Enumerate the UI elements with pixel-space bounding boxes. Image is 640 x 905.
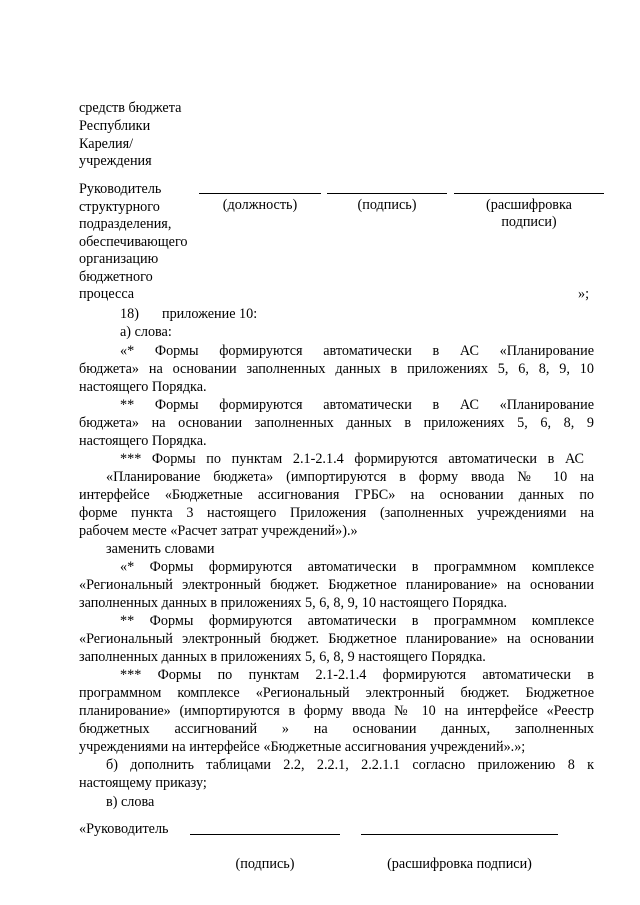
position-underline bbox=[199, 193, 321, 194]
bottom-signature-underline bbox=[190, 834, 340, 835]
decode-caption: подписи) bbox=[501, 214, 557, 230]
head-label-line: процесса bbox=[79, 286, 135, 302]
header-line: учреждения bbox=[79, 153, 152, 169]
decode-underline bbox=[454, 193, 604, 194]
signature-underline bbox=[327, 193, 447, 194]
old-text-line: бюджета» на основании заполненных данных в приложениях 5, 6, 8, 9 bbox=[79, 415, 594, 431]
header-line: Карелия/ bbox=[79, 136, 134, 152]
decode-caption: (расшифровка bbox=[486, 197, 572, 213]
old-text-line: форме пункта 3 настоящего Приложения (заполненных учреждениями на bbox=[79, 505, 594, 521]
header-line: Республики bbox=[79, 118, 151, 134]
bottom-signature-caption: (подпись) bbox=[235, 856, 295, 872]
new-text-line: ** Формы формируются автоматически в программном комплексе bbox=[120, 613, 594, 629]
head-label-line: организацию bbox=[79, 251, 159, 267]
head-label-line: обеспечивающего bbox=[79, 234, 188, 250]
item-number: 18) bbox=[120, 306, 139, 322]
new-text-line: «Региональный электронный бюджет. Бюджетное планирование» на основании bbox=[79, 631, 594, 647]
old-text-line: *** Формы по пунктам 2.1-2.1.4 формируются автоматически в АС bbox=[120, 451, 584, 467]
new-text-line: *** Формы по пунктам 2.1-2.1.4 формируются автоматически в bbox=[120, 667, 594, 683]
new-text-line: «Региональный электронный бюджет. Бюджетное планирование» на основании bbox=[79, 577, 594, 593]
subitem-b: б) дополнить таблицами 2.2, 2.2.1, 2.2.1.1 согласно приложению 8 к bbox=[106, 757, 594, 773]
new-text-line: «* Формы формируются автоматически в программном комплексе bbox=[120, 559, 594, 575]
position-caption: (должность) bbox=[222, 197, 298, 213]
subitem-a: а) слова: bbox=[120, 324, 172, 340]
subitem-b: настоящему приказу; bbox=[79, 775, 207, 791]
head-label-line: Руководитель bbox=[79, 181, 162, 197]
old-text-line: «Планирование бюджета» (импортируются в форму ввода № 10 на bbox=[106, 469, 594, 485]
replace-label: заменить словами bbox=[106, 541, 215, 557]
bottom-lead: «Руководитель bbox=[79, 821, 169, 837]
old-text-line: настоящего Порядка. bbox=[79, 379, 207, 395]
new-text-line: бюджетных ассигнований » на основании данных, заполненных bbox=[79, 721, 594, 737]
closing-quote: »; bbox=[578, 286, 590, 302]
old-text-line: интерфейсе «Бюджетные ассигнования ГРБС» на основании данных по bbox=[79, 487, 594, 503]
old-text-line: настоящего Порядка. bbox=[79, 433, 207, 449]
signature-caption: (подпись) bbox=[357, 197, 417, 213]
bottom-decode-underline bbox=[361, 834, 558, 835]
old-text-line: рабочем месте «Расчет затрат учреждений»).» bbox=[79, 523, 358, 539]
new-text-line: учреждениями на интерфейсе «Бюджетные ассигнования учреждений».»; bbox=[79, 739, 526, 755]
old-text-line: ** Формы формируются автоматически в АС «Планирование bbox=[120, 397, 594, 413]
subitem-c: в) слова bbox=[106, 794, 155, 810]
old-text-line: «* Формы формируются автоматически в АС «Планирование bbox=[120, 343, 594, 359]
new-text-line: программном комплексе «Региональный электронный бюджет. Бюджетное bbox=[79, 685, 594, 701]
item-title: приложение 10: bbox=[162, 306, 258, 322]
bottom-decode-caption: (расшифровка подписи) bbox=[387, 856, 532, 872]
new-text-line: заполненных данных в приложениях 5, 6, 8, 9, 10 настоящего Порядка. bbox=[79, 595, 508, 611]
head-label-line: подразделения, bbox=[79, 216, 172, 232]
header-line: средств бюджета bbox=[79, 100, 182, 116]
old-text-line: бюджета» на основании заполненных данных в приложениях 5, 6, 8, 9, 10 bbox=[79, 361, 594, 377]
new-text-line: планирование» (импортируются в форму ввода № 10 на интерфейсе «Реестр bbox=[79, 703, 594, 719]
head-label-line: структурного bbox=[79, 199, 160, 215]
new-text-line: заполненных данных в приложениях 5, 6, 8, 9 настоящего Порядка. bbox=[79, 649, 486, 665]
head-label-line: бюджетного bbox=[79, 269, 153, 285]
